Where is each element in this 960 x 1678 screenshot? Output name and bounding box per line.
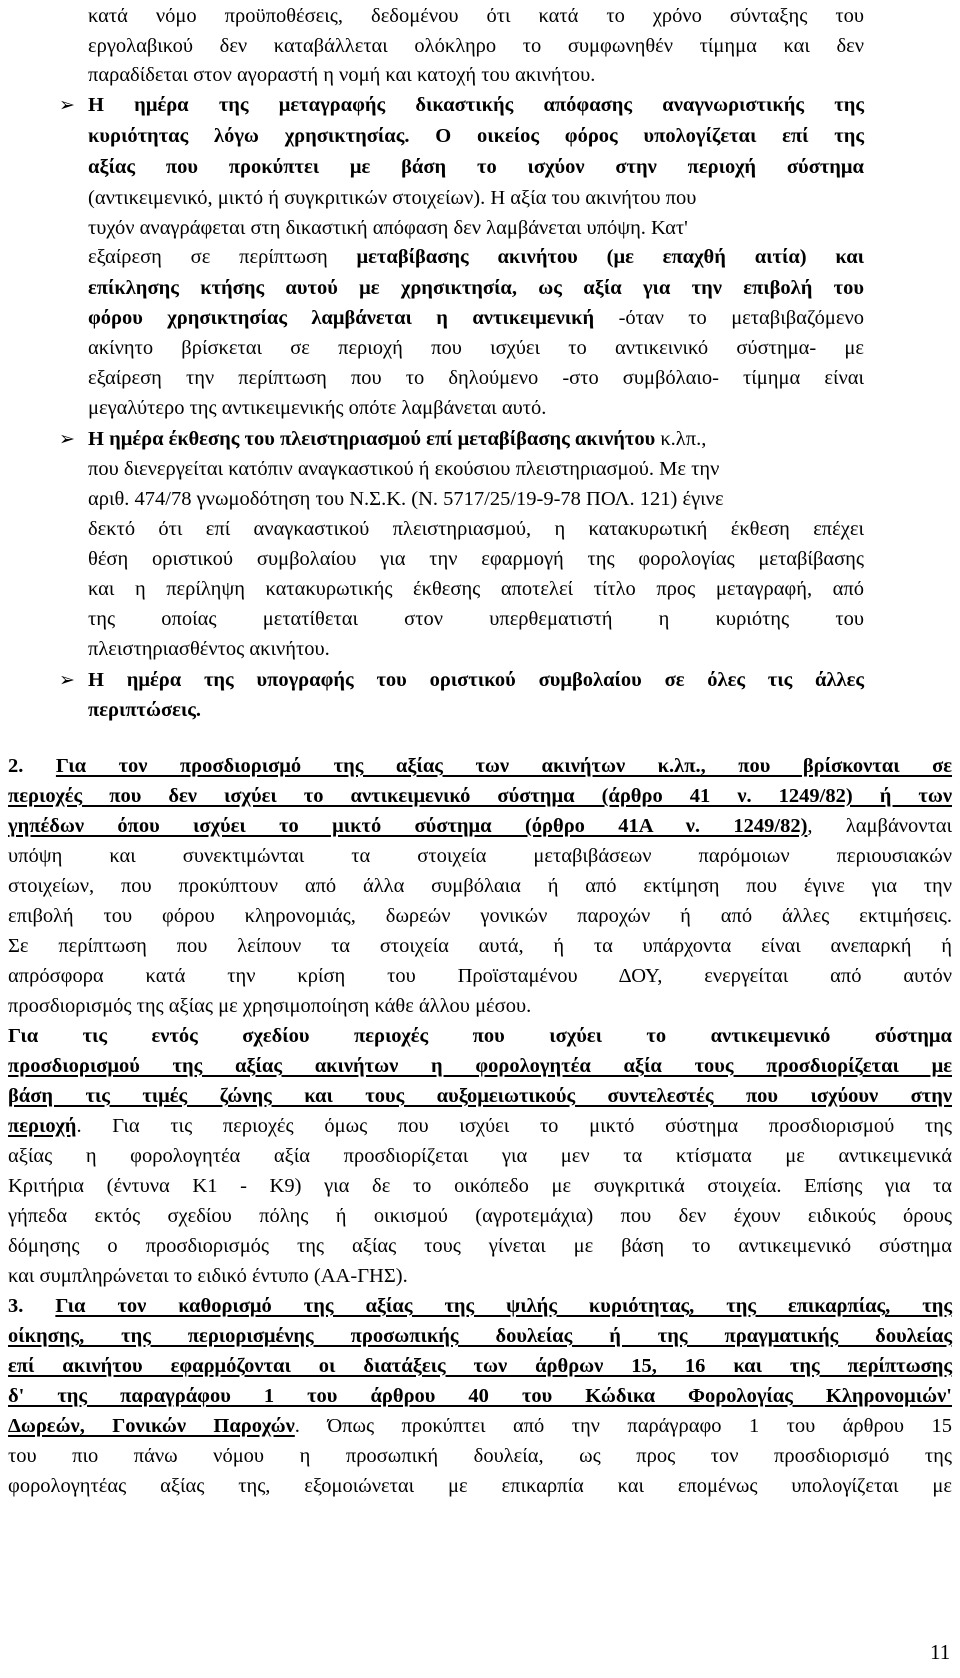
text-segment: Η ημέρα έκθεσης του πλειστηριασμού επί μεταβίβασης ακινήτου [88, 428, 656, 450]
bullet-arrow-icon: ➢ [59, 669, 75, 691]
text-segment: της οποίας μετατίθεται στον υπερθεματιστή η κυριότης του [88, 608, 864, 630]
text-segment: τυχόν αναγράφεται στη δικαστική απόφαση δεν λαμβάνεται υπόψη. Κατ' [88, 217, 688, 239]
text-line [8, 754, 952, 778]
text-line [88, 427, 864, 451]
text-line [8, 1324, 952, 1348]
text-segment: φορολογητέας αξίας της, εξομοιώνεται με επικαρπία και επομένως υπολογίζεται με [8, 1475, 952, 1497]
text-line [88, 216, 864, 240]
text-line [8, 814, 952, 838]
text-line [8, 1444, 952, 1468]
text-line [88, 517, 864, 541]
text-segment: προσδιορισμός της αξίας με χρησιμοποίηση κάθε άλλου μέσου. [8, 995, 532, 1017]
text-segment: του πιο πάνω νόμου η προσωπική δουλεία, ως προς τον προσδιορισμό της [8, 1445, 952, 1467]
text-segment: Για τις εντός σχεδίου περιοχές που ισχύει το αντικειμενικό σύστημα [8, 1025, 952, 1047]
text-line [88, 637, 864, 661]
text-segment: δόμησης ο προσδιορισμός της αξίας τους γίνεται με βάση το αντικειμενικό σύστημα [8, 1235, 952, 1257]
text-segment: Δωρεών, Γονικών Παροχών [8, 1415, 295, 1437]
text-line [88, 396, 864, 420]
text-segment: παραδίδεται στον αγοραστή η νομή και κατοχή του ακινήτου. [88, 64, 596, 86]
text-line [88, 93, 864, 117]
text-segment: απρόσφορα κατά την κρίση του Προϊσταμένου ΔΟΥ, ενεργείται από αυτόν [8, 965, 952, 987]
text-segment: κυριότητας λόγω χρησικτησίας. [88, 125, 410, 147]
text-line [88, 336, 864, 360]
text-segment: 3. [8, 1295, 56, 1317]
text-segment: κατά νόμο προϋποθέσεις, δεδομένου ότι κατά το χρόνο σύνταξης του [88, 5, 864, 27]
text-segment: περιοχές που δεν ισχύει το αντικειμενικό σύστημα (άρθρο 41 ν. 1249/82) ή των [8, 785, 952, 807]
text-line [8, 1174, 952, 1198]
text-segment: εξαίρεση σε περίπτωση [88, 246, 357, 268]
text-segment: αξίας που προκύπτει με βάση το ισχύον στην περιοχή σύστημα [88, 156, 864, 178]
text-segment: Για τον προσδιορισμό της αξίας των ακινήτων κ.λπ., που βρίσκονται σε [55, 755, 953, 777]
text-segment: εργολαβικού δεν καταβάλλεται ολόκληρο το συμφωνηθέν τίμημα και δεν [88, 35, 864, 57]
text-segment: περιοχή [8, 1115, 77, 1137]
text-line [8, 1054, 952, 1078]
text-segment: που διενεργείται κατόπιν αναγκαστικού ή εκούσιου πλειστηριασμού. Με την [88, 458, 720, 480]
text-segment: δ' της παραγράφου 1 του άρθρου 40 του Κώδικα Φορολογίας Κληρονομιών' [8, 1385, 952, 1407]
text-segment: υπόψη και συνεκτιμώνται τα στοιχεία μεταβιβάσεων παρόμοιων περιουσιακών [8, 845, 952, 867]
text-segment: Σε περίπτωση που λείπουν τα στοιχεία αυτά, ή τα υπάρχοντα είναι ανεπαρκή ή [8, 935, 952, 957]
text-segment: στοιχείων, που προκύπτουν από άλλα συμβόλαια ή από εκτίμηση που έγινε για την [8, 875, 952, 897]
text-segment: περιπτώσεις. [88, 699, 202, 721]
text-line [8, 844, 952, 868]
text-line [8, 1114, 952, 1138]
page-number: 11 [930, 1640, 951, 1664]
text-segment: επιβολή του φόρου κληρονομιάς, δωρεών γονικών παροχών ή από άλλες εκτιμήσεις. [8, 905, 952, 927]
text-line [8, 1264, 952, 1288]
text-line [8, 1024, 952, 1048]
text-line [88, 4, 864, 28]
text-line [88, 607, 864, 631]
text-segment: Ο οικείος φόρος υπολογίζεται επί της [435, 125, 865, 147]
text-segment: γηπέδων όπου ισχύει το μικτό σύστημα (όρθρο 41Α ν. 1249/82) [8, 815, 808, 837]
text-line [88, 245, 864, 269]
text-segment: Κριτήρια (έντυνα Κ1 - Κ9) για δε το οικόπεδο με συγκριτικά στοιχεία. Επίσης για τα [8, 1175, 952, 1197]
text-segment: κ.λπ., [655, 428, 707, 450]
text-segment: (αντικειμενικό, μικτό ή συγκριτικών στοιχείων). Η αξία του ακινήτου που [88, 187, 697, 209]
text-line [88, 487, 864, 511]
text-line [88, 276, 864, 300]
text-line [8, 1384, 952, 1408]
text-segment: οίκησης, της περιορισμένης προσωπικής δουλείας ή της πραγματικής δουλείας [8, 1325, 952, 1347]
text-segment: γήπεδα εκτός σχεδίου πόλης ή οικισμού (αγροτεμάχια) που δεν έχουν ειδικούς όρους [8, 1205, 952, 1227]
text-line [8, 784, 952, 808]
bullet-arrow-icon: ➢ [59, 428, 75, 450]
text-line [8, 1204, 952, 1228]
text-line [8, 964, 952, 988]
text-segment: εξαίρεση την περίπτωση που το δηλούμενο -στο συμβόλαιο- τίμημα είναι [88, 367, 864, 389]
text-segment: . Για τις περιοχές όμως που ισχύει το μικτό σύστημα προσδιορισμού της [76, 1115, 952, 1137]
text-segment [409, 125, 435, 147]
text-line [8, 934, 952, 958]
text-line [8, 1414, 952, 1438]
text-segment: δεκτό ότι επί αναγκαστικού πλειστηριασμού, η κατακυρωτική έκθεση επέχει [88, 518, 864, 540]
text-line [8, 1354, 952, 1378]
text-line [88, 34, 864, 58]
text-line [8, 994, 952, 1018]
text-line [8, 1474, 952, 1498]
text-segment: Η ημέρα της μεταγραφής δικαστικής απόφασης αναγνωριστικής της [88, 94, 864, 116]
text-segment: αξίας η φορολογητέα αξία προσδιορίζεται για μεν τα κτίσματα με αντικειμενικά [8, 1145, 952, 1167]
text-segment: Για τον καθορισμό της αξίας της ψιλής κυριότητας, της επικαρπίας, της [55, 1295, 952, 1317]
text-line [8, 874, 952, 898]
text-segment: επίκλησης κτήσης αυτού με χρησικτησία, ως αξία για την επιβολή του [88, 277, 864, 299]
text-segment: 2. [8, 755, 56, 777]
text-segment: Η ημέρα της υπογραφής του οριστικού συμβολαίου σε όλες τις άλλες [88, 669, 864, 691]
text-line [8, 1144, 952, 1168]
text-segment: και η περίληψη κατακυρωτικής έκθεσης αποτελεί τίτλο προς μεταγραφή, από [88, 578, 864, 600]
text-line [88, 577, 864, 601]
text-segment: , λαμβάνονται [807, 815, 952, 837]
text-line [88, 186, 864, 210]
text-segment: επί ακινήτου εφαρμόζονται οι διατάξεις των άρθρων 15, 16 και της περίπτωσης [8, 1355, 952, 1377]
text-line [88, 547, 864, 571]
text-segment: μεταβίβασης ακινήτου (με επαχθή αιτία) και [356, 246, 864, 268]
text-line [88, 63, 864, 87]
text-segment: -όταν το μεταβιβαζόμενο [594, 307, 864, 329]
bullet-arrow-icon: ➢ [59, 94, 75, 116]
text-line [8, 1084, 952, 1108]
text-line [8, 904, 952, 928]
text-segment: βάση τις τιμές ζώνης και τους αυξομειωτικούς συντελεστές που ισχύουν στην [8, 1085, 952, 1107]
text-segment: και συμπληρώνεται το ειδικό έντυπο (ΑΑ-ΓΗΣ). [8, 1265, 408, 1287]
text-segment: προσδιορισμού της αξίας ακινήτων η φορολογητέα αξία τους προσδιορίζεται με [8, 1055, 952, 1077]
text-segment: θέση οριστικού συμβολαίου για την εφαρμογή της φορολογίας μεταβίβασης [88, 548, 864, 570]
text-segment: ακίνητο βρίσκεται σε περιοχή που ισχύει το αντικεινικό σύστημα- με [88, 337, 864, 359]
text-line [8, 1294, 952, 1318]
text-segment: φόρου χρησικτησίας λαμβάνεται η αντικειμενική [88, 307, 595, 329]
text-line [8, 1234, 952, 1258]
text-line [88, 698, 864, 722]
text-line [88, 457, 864, 481]
text-segment: μεγαλύτερο της αντικειμενικής οπότε λαμβάνεται αυτό. [88, 397, 547, 419]
text-line [88, 366, 864, 390]
text-segment: αριθ. 474/78 γνωμοδότηση του Ν.Σ.Κ. (Ν. 5717/25/19-9-78 ΠΟΛ. 121) έγινε [88, 488, 724, 510]
text-line [88, 124, 864, 148]
text-line [88, 306, 864, 330]
text-line [88, 155, 864, 179]
text-segment: . Όπως προκύπτει από την παράγραφο 1 του άρθρου 15 [294, 1415, 952, 1437]
text-line [88, 668, 864, 692]
text-segment: πλειστηριασθέντος ακινήτου. [88, 638, 330, 660]
